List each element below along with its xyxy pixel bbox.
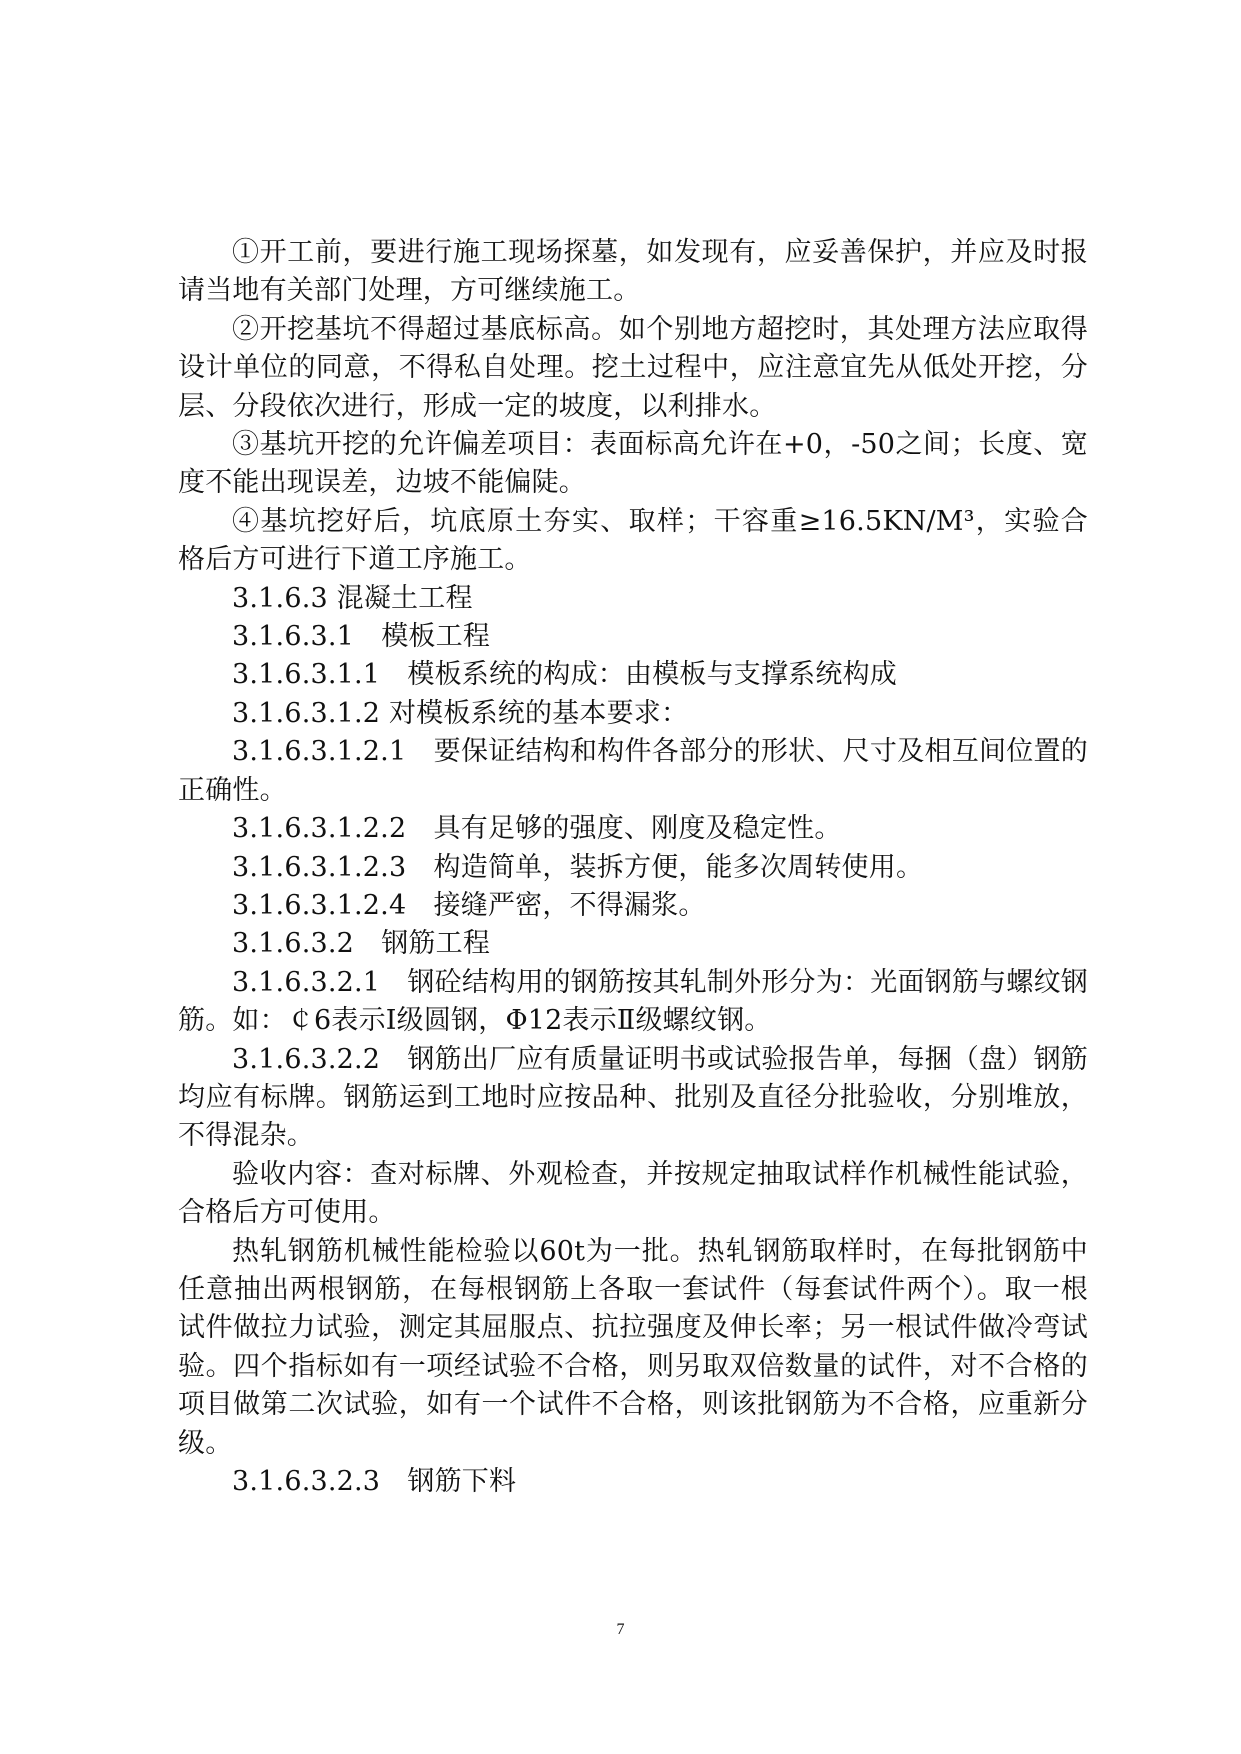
paragraph-rebar-delivery: 3.1.6.3.2.2 钢筋出厂应有质量证明书或试验报告单，每捆（盘）钢筋均应有标牌。钢筋运到工地时应按品种、批别及直径分批验收，分别堆放，不得混杂。 bbox=[178, 1043, 1088, 1152]
paragraph-excavation-2: ②开挖基坑不得超过基底标高。如个别地方超挖时，其处理方法应取得设计单位的同意，不得私自处理。挖土过程中，应注意宜先从低处开挖，分层、分段依次进行，形成一定的坡度，以利排水。 bbox=[178, 313, 1088, 422]
paragraph-excavation-1: ①开工前，要进行施工现场探墓，如发现有，应妥善保护，并应及时报请当地有关部门处理，方可继续施工。 bbox=[178, 237, 1088, 307]
paragraph-formwork-req-1: 3.1.6.3.1.2.1 要保证结构和构件各部分的形状、尺寸及相互间位置的正确性。 bbox=[178, 736, 1088, 806]
section-heading-formwork: 3.1.6.3.1 模板工程 bbox=[232, 621, 491, 653]
paragraph-formwork-req-4: 3.1.6.3.1.2.4 接缝严密，不得漏浆。 bbox=[232, 889, 706, 921]
paragraph-excavation-3: ③基坑开挖的允许偏差项目：表面标高允许在+0，-50之间；长度、宽度不能出现误差，边坡不能偏陡。 bbox=[178, 429, 1088, 499]
paragraph-formwork-req-3: 3.1.6.3.1.2.3 构造简单，装拆方便，能多次周转使用。 bbox=[232, 851, 924, 883]
paragraph-formwork-req-2: 3.1.6.3.1.2.2 具有足够的强度、刚度及稳定性。 bbox=[232, 813, 842, 845]
paragraph-formwork-requirements: 3.1.6.3.1.2 对模板系统的基本要求： bbox=[232, 697, 689, 729]
document-body bbox=[178, 234, 1088, 1501]
paragraph-formwork-composition: 3.1.6.3.1.1 模板系统的构成：由模板与支撑系统构成 bbox=[232, 659, 897, 691]
paragraph-acceptance: 验收内容：查对标牌、外观检查，并按规定抽取试样作机械性能试验，合格后方可使用。 bbox=[178, 1158, 1088, 1229]
section-heading-concrete: 3.1.6.3 混凝土工程 bbox=[232, 582, 473, 614]
paragraph-testing: 热轧钢筋机械性能检验以60t为一批。热轧钢筋取样时，在每批钢筋中任意抽出两根钢筋，在每根钢筋上各取一套试件（每套试件两个）。取一根试件做拉力试验，测定其屈服点、抗拉强度及伸长率；另一根试件做冷弯试验。四个指标如有一项经试验不合格，则另取双倍数量的试件，对不合格的项目做第二次试验，如有一个试件不合格，则该批钢筋为不合格，应重新分级。 bbox=[178, 1235, 1088, 1459]
section-heading-rebar-cutting: 3.1.6.3.2.3 钢筋下料 bbox=[232, 1466, 517, 1497]
page-number: 7 bbox=[616, 1621, 625, 1638]
paragraph-rebar-types: 3.1.6.3.2.1 钢砼结构用的钢筋按其轧制外形分为：光面钢筋与螺纹钢筋。如：￠6表示Ⅰ级圆钢，Φ12表示Ⅱ级螺纹钢。 bbox=[178, 966, 1088, 1037]
paragraph-excavation-4: ④基坑挖好后，坑底原土夯实、取样；干容重≥16.5KN/M³，实验合格后方可进行下道工序施工。 bbox=[178, 505, 1088, 576]
section-heading-rebar: 3.1.6.3.2 钢筋工程 bbox=[232, 928, 491, 960]
